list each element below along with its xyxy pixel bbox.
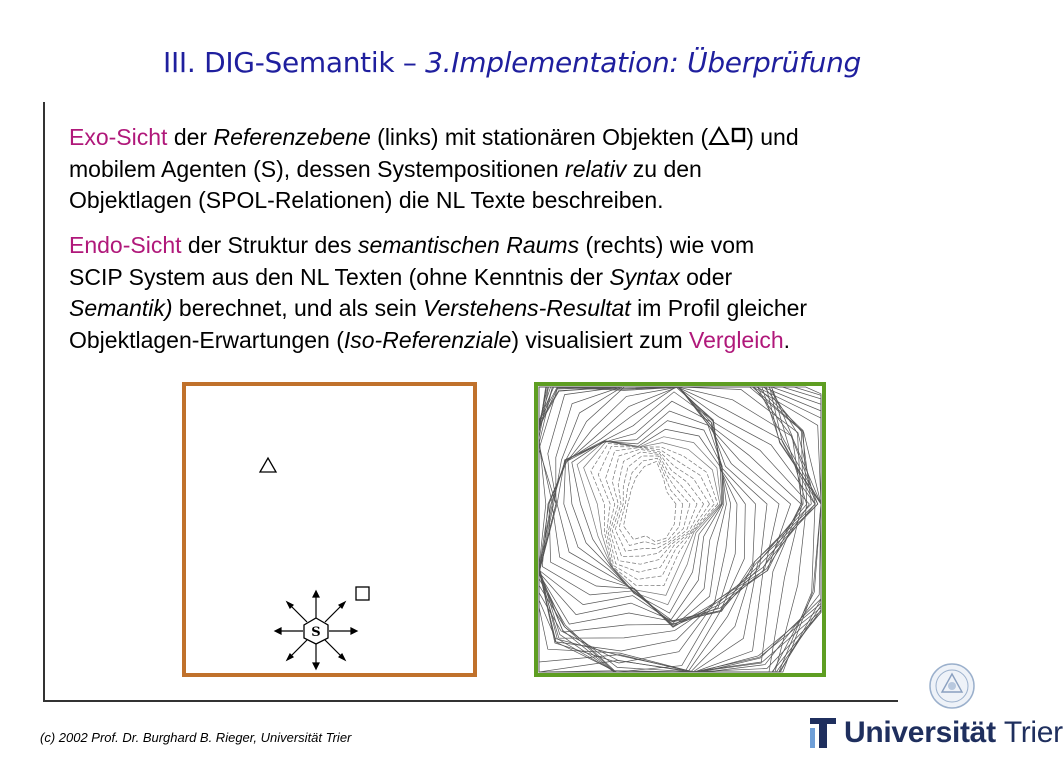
contour-line [539, 387, 756, 622]
text: SCIP System aus den NL Texten (ohne Kenntnis der [69, 263, 610, 290]
text: oder [679, 263, 733, 290]
university-name [844, 716, 1063, 750]
contour-line [539, 387, 815, 663]
contour-line [539, 387, 779, 624]
paragraph-exo-sicht [69, 122, 999, 217]
text: der [167, 124, 214, 150]
university-seal-icon [928, 662, 976, 710]
footer-copyright: (c) 2002 Prof. Dr. Burghard B. Rieger, Universität Trier [40, 730, 352, 745]
text: berechnet, und als sein [172, 295, 424, 321]
contour-line [539, 387, 807, 672]
reference-plane-panel [182, 382, 477, 677]
university-logo [808, 660, 1063, 760]
text: Universität [844, 716, 996, 749]
triangle-icon [708, 126, 746, 146]
contour-plot [538, 386, 822, 673]
university-mark-icon [810, 716, 838, 750]
contour-line [539, 387, 811, 672]
bottom-divider [43, 700, 898, 702]
text: Verstehens-Resultat [423, 295, 631, 321]
slide-title [0, 46, 1024, 79]
text: ) und [746, 124, 799, 150]
title-italic: 3.Implementation: Überprüfung [425, 46, 861, 79]
contour-line [568, 421, 723, 620]
text: (rechts) wie vom [579, 232, 755, 258]
text: Iso-Referenziale [343, 326, 512, 353]
contour-line [615, 456, 690, 551]
text: Referenzebene [213, 124, 371, 150]
triangle-icon [260, 458, 276, 472]
title-prefix: III. DIG-Semantik – [163, 46, 426, 79]
agent-label: S [311, 625, 321, 640]
text: ) visualisiert zum [511, 326, 689, 353]
contour-line [612, 452, 697, 556]
contour-line [539, 387, 801, 672]
exo-sicht-term: Exo-Sicht [69, 124, 168, 150]
text: semantischen Raums [357, 232, 580, 258]
text: mobilem Agenten (S), dessen Systempositionen [69, 155, 566, 182]
contour-line [577, 437, 721, 605]
text: im Profil gleicher [630, 295, 808, 321]
text: Syntax [609, 263, 680, 290]
endo-sicht-term: Endo-Sicht [69, 232, 182, 258]
text: Trier [1003, 716, 1063, 749]
left-divider [43, 102, 45, 702]
text: . [783, 326, 791, 353]
text: (links) mit stationären Objekten ( [370, 124, 709, 150]
vergleich-term: Vergleich [689, 326, 784, 353]
text: Objektlagen-Erwartungen ( [69, 326, 344, 353]
reference-plane-drawing [186, 386, 473, 673]
square-icon [356, 587, 369, 600]
contour-line [610, 449, 704, 564]
paragraph-endo-sicht [69, 230, 999, 356]
contour-line [539, 387, 807, 672]
contour-line [552, 392, 731, 627]
contour-line [539, 387, 809, 651]
text: relativ [565, 155, 627, 182]
semantic-space-panel [534, 382, 826, 677]
text: zu den [626, 155, 702, 182]
text: Objektlagen (SPOL-Relationen) die NL Texte beschreiben. [69, 187, 664, 213]
contour-line [624, 461, 676, 541]
text: Semantik) [69, 295, 173, 321]
text: der Struktur des [181, 232, 358, 258]
